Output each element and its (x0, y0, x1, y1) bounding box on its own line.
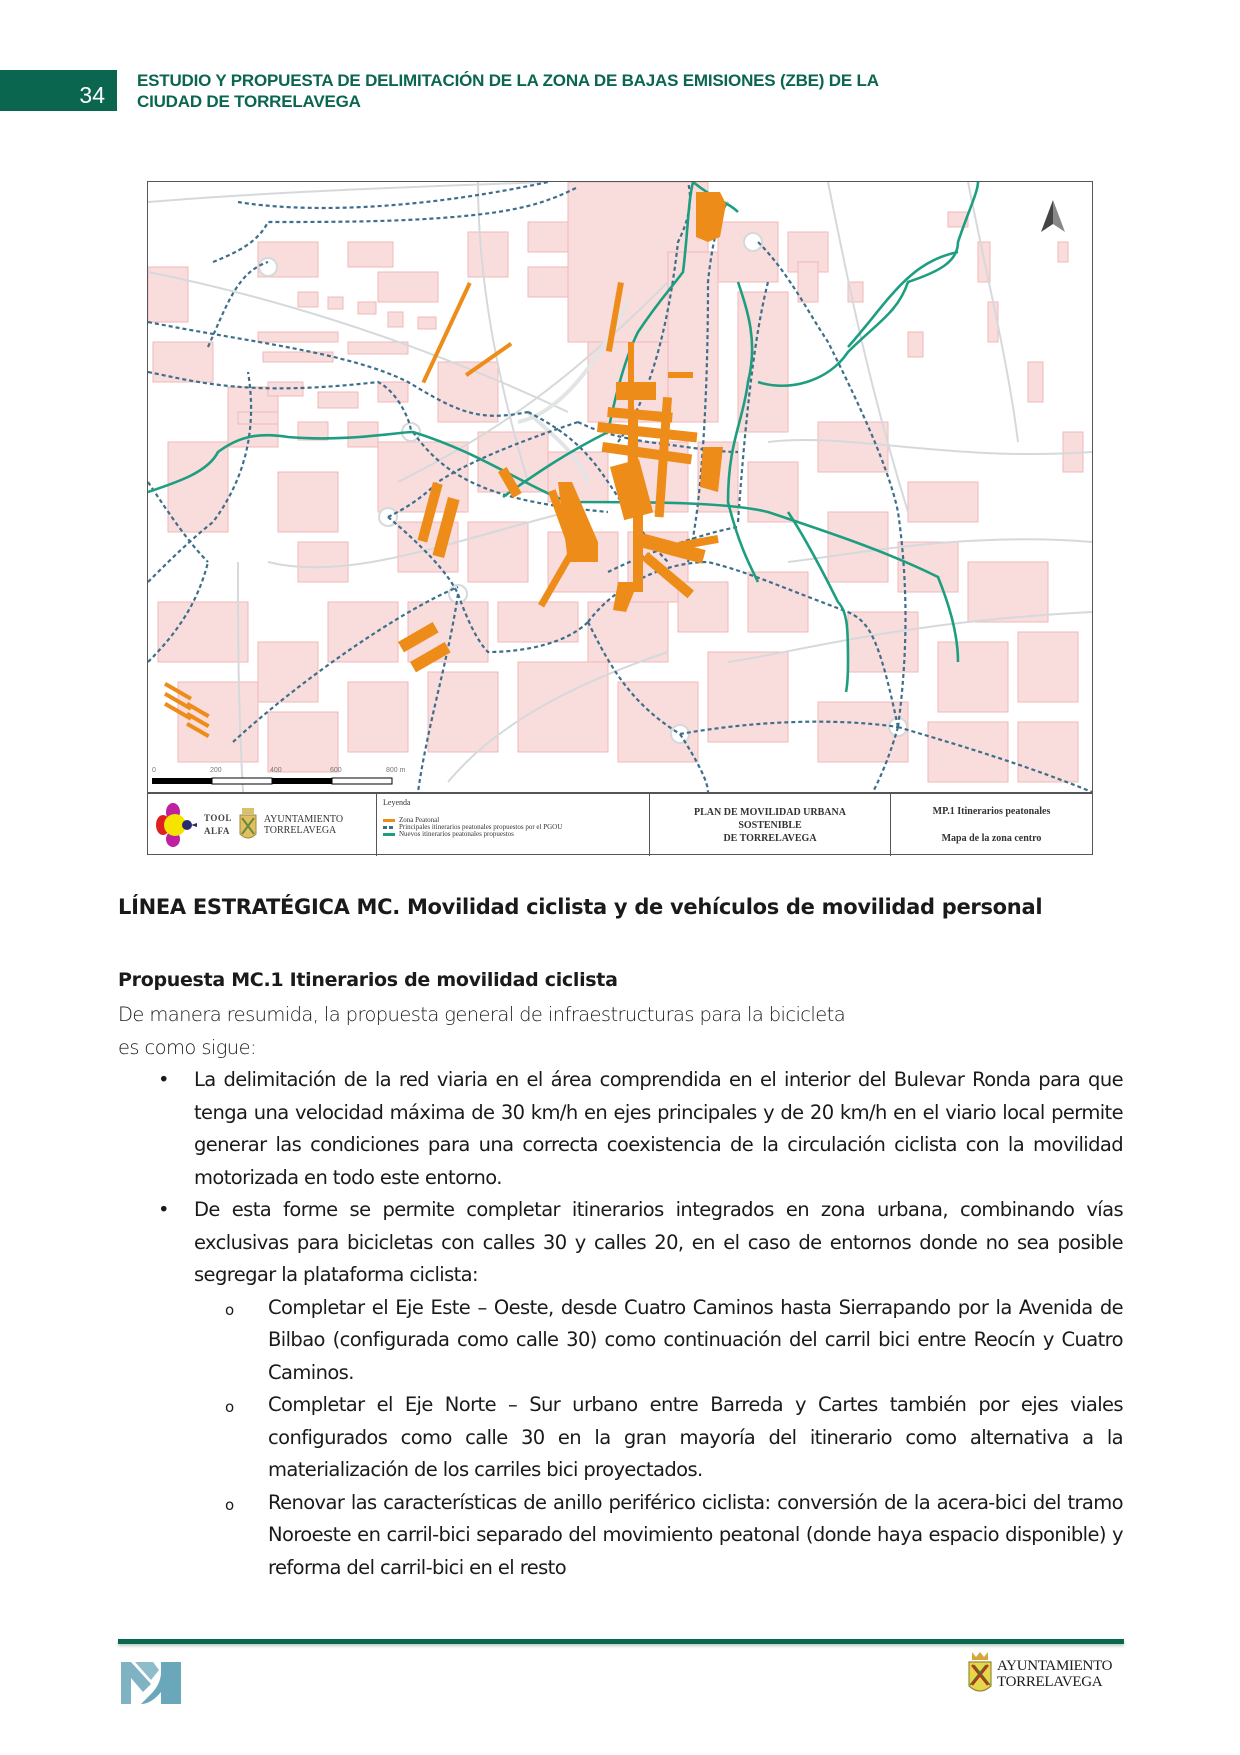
sub-list (194, 1292, 1123, 1585)
ayuntamiento-text: AYUNTAMIENTO TORRELAVEGA (263, 814, 344, 836)
sub-list-item (193, 1389, 1123, 1487)
sub-list-item-text: Completar el Eje Norte – Sur urbano entre Barreda y Cartes también por ejes viales configurados como calle 30 en la gran mayoría del itinerario como alternativa a la materialización de los carriles bici proyectados. (268, 1393, 1123, 1481)
torrelavega-coat-of-arms-icon (238, 808, 258, 842)
footer-ayuntamiento-logo (966, 1652, 1112, 1696)
legend-swatch-pgou-itinerary (383, 826, 395, 829)
scale-segment (272, 778, 332, 784)
scale-label: 400 (270, 767, 282, 774)
sub-list-item-text: Completar el Eje Este – Oeste, desde Cuatro Caminos hasta Sierrapando por la Avenida de Bilbao (configurada como calle 30) como continuación del carril bici entre Reocín y Cuatro Caminos. (268, 1295, 1123, 1384)
map-logos (148, 794, 377, 856)
legend-swatch-pedestrian-zone (383, 819, 395, 822)
proposal-heading: Propuesta MC.1 Itinerarios de movilidad ciclista (118, 969, 618, 991)
legend-item: Zona Peatonal (383, 817, 643, 824)
intro-paragraph: De manera resumida, la propuesta general de infraestructuras para la bicicleta es como sigue: (118, 1003, 846, 1059)
list-item-text: La delimitación de la red viaria en el área comprendida en el interior del Bulevar Ronda para que tenga una velocidad máxima de 30 km/h en ejes principales y de 20 km/h en el viario local permite generar las condiciones para una correcta coexistencia de la circulación ciclista con la movilidad motorizada en todo este entorno. (194, 1068, 1123, 1189)
circle-bullet-icon: o (225, 1398, 234, 1416)
plan-title-block: PLAN DE MOVILIDAD URBANA SOSTENIBLE DE TORRELAVEGA (650, 794, 891, 856)
map-canvas (148, 182, 1092, 792)
tool-alfa-logo-icon (156, 803, 198, 847)
scale-segment (212, 778, 272, 784)
sub-list-item (193, 1292, 1123, 1390)
document-title-line1: ESTUDIO Y PROPUESTA DE DELIMITACIÓN DE LA ZONA DE BAJAS EMISIONES (ZBE) DE LA (137, 71, 879, 90)
footer-ayuntamiento-text: AYUNTAMIENTO TORRELAVEGA (997, 1658, 1113, 1690)
document-title-line2: CIUDAD DE TORRELAVEGA (137, 92, 361, 111)
circle-bullet-icon: o (225, 1300, 234, 1319)
map-legend (377, 794, 650, 856)
sheet-subtitle: Mapa de la zona centro (941, 833, 1042, 844)
footer-divider (118, 1639, 1124, 1644)
scale-segment (332, 778, 392, 784)
scale-label: 800 m (386, 767, 406, 774)
map-svg (148, 182, 1092, 792)
scale-label: 200 (210, 767, 222, 774)
scale-label: 600 (330, 767, 342, 774)
page-number: 34 (79, 82, 105, 108)
list-item (118, 1194, 1123, 1584)
sub-list-item (193, 1487, 1123, 1585)
sheet-title: MP.1 Itinerarios peatonales (932, 806, 1051, 817)
legend-item: Nuevos itinerarios peatonales propuestos (383, 831, 643, 838)
scale-label: 0 (152, 767, 156, 774)
bullet-icon: • (158, 1068, 169, 1091)
footer-coat-of-arms-icon (966, 1652, 994, 1696)
bullet-icon: • (158, 1198, 169, 1221)
page-number-band (0, 70, 117, 111)
map-figure (147, 181, 1093, 855)
map-legend-bar (148, 792, 1092, 856)
strategic-line-heading: LÍNEA ESTRATÉGICA MC. Movilidad ciclista y de vehículos de movilidad personal (118, 895, 1043, 919)
pmus-logo-icon (121, 1662, 181, 1704)
legend-title: Leyenda (383, 798, 411, 807)
list-item (118, 1064, 1123, 1194)
list-item-text: De esta forme se permite completar itinerarios integrados en zona urbana, combinando vías exclusivas para bicicletas con calles 30 y calles 20, en el caso de entornos donde no sea posible segregar la plataforma ciclista: (194, 1198, 1123, 1286)
circle-bullet-icon: o (225, 1495, 234, 1514)
tool-alfa-text: TOOL ALFA (204, 813, 232, 836)
scale-segment (152, 778, 212, 784)
document-title (137, 70, 957, 112)
sheet-title-block (891, 794, 1092, 856)
legend-item: Principales itinerarios peatonales propuestos por el PGOU (383, 824, 643, 831)
sub-list-item-text: Renovar las características de anillo periférico ciclista: conversión de la acera-bici del tramo Noroeste en carril-bici separado del movimiento peatonal (donde haya espacio disponible) y reforma del carril-bici en el resto (268, 1490, 1123, 1579)
proposal-list (118, 1064, 1123, 1584)
legend-swatch-new-itinerary (383, 833, 395, 836)
